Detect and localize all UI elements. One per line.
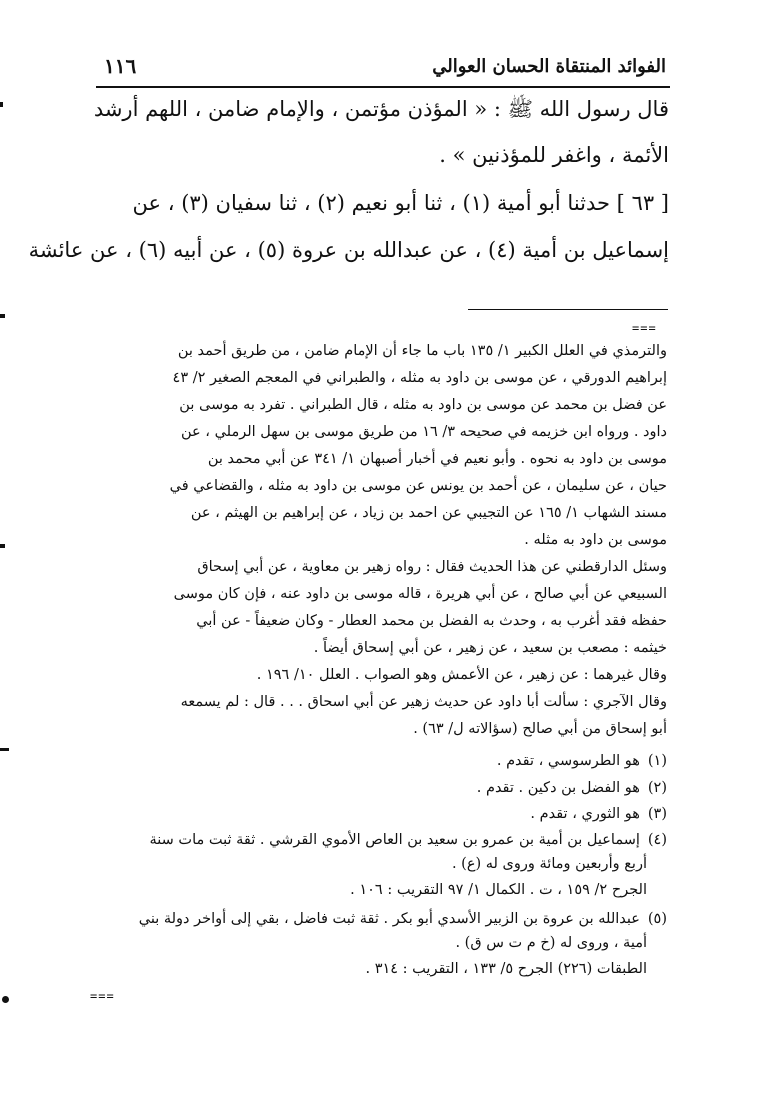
footnote-line: أبو إسحاق من أبي صالح (سؤالاته ل/ ٦٣) .	[413, 721, 667, 737]
scan-margin-mark	[2, 996, 9, 1003]
separator-top: ===	[632, 321, 657, 335]
footnote-3	[87, 803, 667, 822]
footnote-line: وسئل الدارقطني عن هذا الحديث فقال : رواه زهير بن معاوية ، عن أبي إسحاق	[197, 559, 667, 575]
book-title: الفوائد المنتقاة الحسان العوالي	[432, 56, 666, 77]
main-text-line: إسماعيل بن أمية (٤) ، عن عبدالله بن عروة (٥) ، عن أبيه (٦) ، عن عائشة	[28, 238, 669, 262]
footnote-line: أربع وأربعين ومائة وروى له (ع) .	[451, 856, 647, 872]
separator-bottom: ===	[90, 989, 115, 1003]
scan-margin-mark	[0, 314, 5, 318]
footnote-number: (٥)	[647, 911, 667, 927]
footnote-line: إبراهيم الدورقي ، عن موسى بن داود به مثله ، والطبراني في المعجم الصغير ٢/ ٤٣	[172, 370, 667, 386]
footnote-line: موسى بن داود به نحوه . وأبو نعيم في أخبار أصبهان ١/ ٣٤١ عن أبي محمد بن	[207, 451, 667, 467]
scan-margin-mark	[0, 748, 9, 751]
footnote-text: إسماعيل بن أمية بن عمرو بن سعيد بن العاص الأموي القرشي . ثقة ثبت مات سنة	[149, 832, 640, 848]
footnote-line: والترمذي في العلل الكبير ١/ ١٣٥ باب ما جاء أن الإمام ضامن ، من طريق أحمد بن	[177, 343, 667, 359]
footnote-line: حيان ، عن سليمان ، عن أحمد بن يونس عن موسى بن داود به مثله ، والقضاعي في	[169, 478, 667, 494]
footnote-number: (١)	[647, 753, 667, 769]
footnote-line: مسند الشهاب ١/ ١٦٥ عن التجيبي عن احمد بن زياد ، عن إبراهيم بن الهيثم ، عن	[190, 505, 667, 521]
footnote-line: وقال غيرهما : عن زهير ، عن الأعمش وهو الصواب . العلل ١٠/ ١٩٦ .	[256, 667, 667, 683]
footnote-line: خيثمه : مصعب بن سعيد ، عن زهير ، عن أبي إسحاق أيضاً .	[313, 640, 667, 656]
footnote-line: الطبقات (٢٢٦) الجرح ٥/ ١٣٣ ، التقريب : ٣١٤ .	[365, 961, 647, 977]
footnote-number: (٢)	[647, 780, 667, 796]
scan-margin-mark	[0, 102, 3, 107]
footnote-1	[87, 750, 667, 769]
footnote-text: هو الطرسوسي ، تقدم .	[496, 753, 640, 769]
footnote-2	[87, 777, 667, 796]
footnote-line: أمية ، وروى له (خ م ت س ق) .	[455, 935, 647, 951]
footnote-line: السبيعي عن أبي صالح ، عن أبي هريرة ، قاله موسى بن داود عنه ، فإن كان موسى	[173, 586, 667, 602]
page-header	[96, 46, 670, 88]
footnote-line: داود . ورواه ابن خزيمه في صحيحه ٣/ ١٦ من طريق موسى بن سهل الرملي ، عن	[181, 424, 667, 440]
footnote-number: (٣)	[647, 806, 667, 822]
footnote-line: الجرح ٢/ ١٥٩ ، ت . الكمال ١/ ٩٧ التقريب : ١٠٦ .	[350, 882, 647, 898]
footnote-line: موسى بن داود به مثله .	[524, 532, 667, 548]
footnote-4	[87, 829, 667, 848]
footnote-line: حفظه فقد أغرب به ، وحدث به الفضل بن محمد العطار - وكان ضعيفاً - عن أبي	[196, 613, 667, 629]
footnote-number: (٤)	[647, 832, 667, 848]
footnote-divider	[468, 309, 668, 310]
footnote-line: عن فضل بن محمد عن موسى بن داود به مثله ، قال الطبراني . تفرد به موسى بن	[179, 397, 667, 413]
main-text-line: قال رسول الله ﷺ : « المؤذن مؤتمن ، والإمام ضامن ، اللهم أرشد	[93, 97, 669, 121]
footnote-text: هو الثوري ، تقدم .	[530, 806, 640, 822]
scan-margin-mark	[0, 544, 5, 548]
footnote-text: عبدالله بن عروة بن الزبير الأسدي أبو بكر . ثقة ثبت فاضل ، بقي إلى أواخر دولة بني	[138, 911, 640, 927]
footnote-text: هو الفضل بن دكين . تقدم .	[476, 780, 640, 796]
main-text-line: الأئمة ، واغفر للمؤذنين » .	[439, 143, 669, 167]
hadith-63-line: [ ٦٣ ] حدثنا أبو أمية (١) ، ثنا أبو نعيم (٢) ، ثنا سفيان (٣) ، عن	[132, 191, 669, 215]
footnote-line: وقال الآجري : سألت أبا داود عن حديث زهير عن أبي اسحاق . . . قال : لم يسمعه	[180, 694, 667, 710]
page-number: ١١٦	[104, 54, 137, 78]
footnote-5	[87, 908, 667, 927]
